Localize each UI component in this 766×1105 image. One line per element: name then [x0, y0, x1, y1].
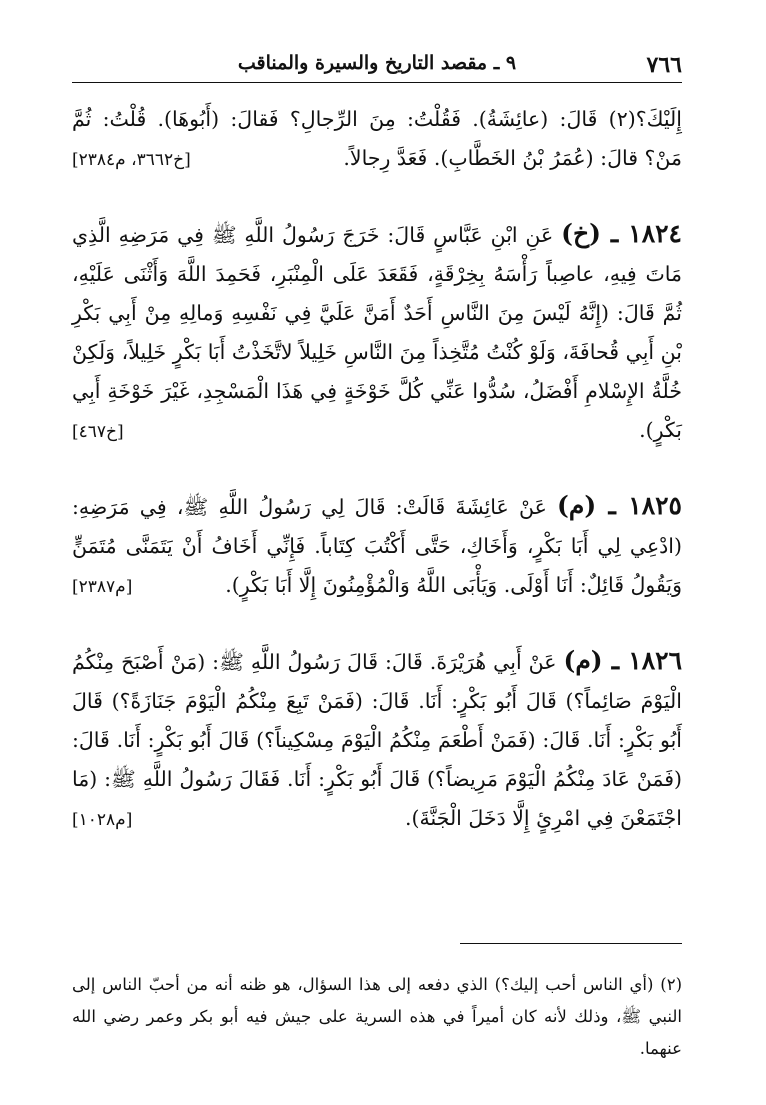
hadith-reference: [خ٤٦٧] — [72, 422, 124, 442]
footnote: (٢) (أي الناس أحب إليك؟) الذي دفعه إلى هذا السؤال، هو ظنه أنه من أحبّ الناس إلى النبي ﷺ، وذلك لأنه كان أميراً في هذه السرية على جيش فيه أبو بكر وعمر رضي الله عنهما. — [72, 974, 682, 1058]
hadith-text: عَنِ ابْنِ عَبَّاسٍ قَالَ: خَرَجَ رَسُولُ اللَّهِ ﷺ فِي مَرَضِهِ الَّذِي مَاتَ فِيهِ، عاصِباً رَأْسَهُ بِخِرْقَةٍ، فَقَعَدَ عَلَى الْمِنْبَرِ، فَحَمِدَ اللَّهَ وَأَثْنَى عَلَيْهِ، ثُمَّ قَالَ: (إِنَّهُ لَيْسَ مِنَ النَّاسِ أَحَدٌ أَمَنَّ عَلَيَّ فِي نَفْسِهِ وَمالِهِ مِنْ أَبِي بَكْرِ بْنِ أَبِي قُحافَةَ، وَلَوْ كُنْتُ مُتَّخِذاً مِنَ النَّاسِ خَلِيلاً لاتَّخَذْتُ أَبَا بَكْرٍ خَلِيلاً، وَلَكِنْ خُلَّةُ الإِسْلامِ أَفْضَلُ، سُدُّوا عَنِّي كُلَّ خَوْخَةٍ فِي هَذَا الْمَسْجِدِ، غَيْرَ خَوْخَةِ أَبِي بَكْرٍ). — [72, 223, 682, 442]
page-number: ٧٦٦ — [646, 52, 682, 78]
hadith-1824 — [72, 214, 682, 450]
hadith-number: ١٨٢٤ ـ (خ) — [561, 219, 682, 248]
page-body — [72, 100, 682, 840]
hadith-number: ١٨٢٦ ـ (م) — [563, 646, 682, 675]
hadith-reference: [م١٠٢٨] — [72, 810, 133, 830]
hadith-text: عَنْ أَبِي هُرَيْرَةَ. قَالَ: قَالَ رَسُولُ اللَّهِ ﷺ: (مَنْ أَصْبَحَ مِنْكُمُ الْيَوْمَ صَائِماً؟) قَالَ أَبُو بَكْرٍ: أَنَا. قَالَ: (فَمَنْ تَبِعَ مِنْكُمُ الْيَوْمَ جَنَازَةً؟) قَالَ أَبُو بَكْرٍ: أَنَا. قَالَ: (فَمَنْ أَطْعَمَ مِنْكُمُ الْيَوْمَ مِسْكِيناً؟) قَالَ أَبُو بَكْرٍ: أَنَا. قَالَ: (فَمَنْ عَادَ مِنْكُمُ الْيَوْمَ مَرِيضاً؟) قَالَ أَبُو بَكْرٍ: أَنَا. فَقَالَ رَسُولُ اللَّهِ ﷺ: (مَا اجْتَمَعْنَ فِي امْرِئٍ إِلَّا دَخَلَ الْجَنَّةَ). — [72, 650, 682, 830]
continuation-text: إِلَيْكَ؟(٢) قَالَ: (عائِشَةُ). فَقُلْتُ: مِنَ الرِّجالِ؟ فَقالَ: (أَبُوهَا). قُلْتُ: ثُمَّ مَنْ؟ قالَ: (عُمَرُ بْنُ الخَطَّابِ). فَعَدَّ رِجالاً. — [72, 107, 682, 170]
hadith-reference: [خ٣٦٦٢، م٢٣٨٤] — [72, 150, 191, 170]
hadith-1825 — [72, 486, 682, 605]
footnote-divider — [460, 943, 682, 944]
continuation-paragraph — [72, 100, 682, 178]
hadith-text: عَنْ عَائِشَةَ قَالَتْ: قَالَ لِي رَسُولُ اللَّهِ ﷺ، فِي مَرَضِهِ: (ادْعِي لِي أَبَا بَكْرٍ، وَأَخَاكِ، حَتَّى أَكْتُبَ كِتَاباً. فَإِنِّي أَخَافُ أَنْ يَتَمَنَّى مُتَمَنٍّ وَيَقُولُ قَائِلٌ: أَنَا أَوْلَى. وَيَأْبَى اللَّهُ وَالْمُؤْمِنُونَ إِلَّا أَبَا بَكْرٍ). — [72, 495, 682, 597]
page-header — [72, 48, 682, 83]
running-title: ٩ ـ مقصد التاريخ والسيرة والمناقب — [237, 52, 517, 74]
hadith-1826 — [72, 641, 682, 838]
hadith-reference: [م٢٣٨٧] — [72, 577, 133, 597]
hadith-number: ١٨٢٥ ـ (م) — [557, 491, 682, 520]
